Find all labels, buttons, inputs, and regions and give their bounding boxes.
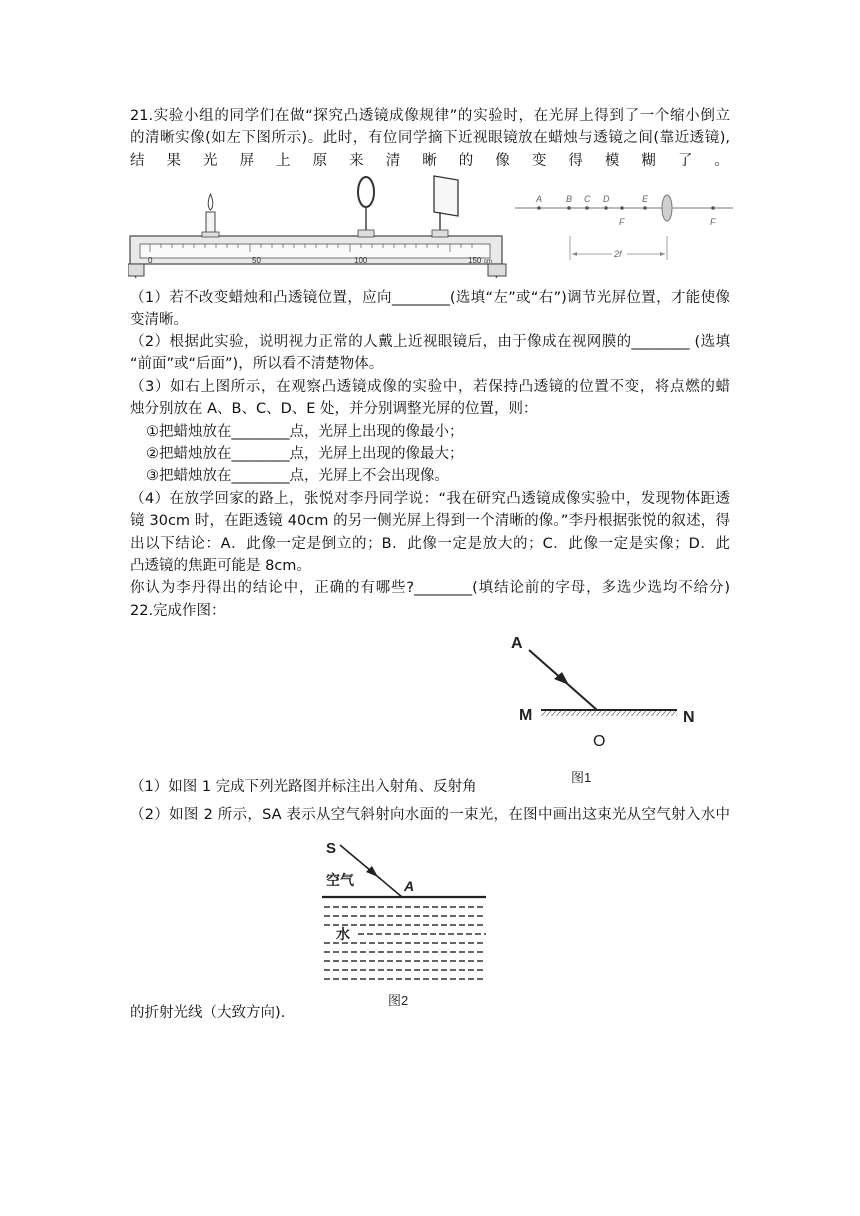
water-dashes: [324, 907, 486, 979]
fig1-label-n: N: [683, 709, 695, 726]
point-f-left: F: [619, 217, 625, 227]
q21-part1-line-1: （1）若不改变蜡烛和凸透镜位置，应向________(选填“左”或“右”)调节光屏位置，才能使像: [130, 290, 730, 306]
q22-part1: （1）如图 1 完成下列光路图并标注出入射角、反射角: [130, 779, 477, 795]
fig2-caption: 图2: [388, 993, 409, 1008]
q22-title: 22.完成作图：: [130, 603, 226, 619]
figure-2-refraction: [318, 835, 490, 1015]
tick-0: 0: [148, 256, 153, 265]
fig2-label-a: A: [404, 878, 415, 894]
q21-part2-line-1: （2）根据此实验，说明视力正常的人戴上近视眼镜后，由于像成在视网膜的________ (选填: [130, 334, 730, 350]
q21-part3-item-1: ①把蜡烛放在________点，光屏上出现的像最小；: [146, 424, 464, 440]
light-screen: [432, 176, 458, 237]
point-d: D: [603, 194, 610, 204]
fig1-label-m: M: [519, 707, 533, 724]
fig2-label-s: S: [326, 840, 337, 857]
q21-part4-line-3: 出以下结论：A．此像一定是倒立的；B．此像一定是放大的；C．此像一定是实像；D．此: [130, 536, 730, 552]
point-b: B: [566, 194, 573, 204]
fig1-label-a: A: [511, 635, 523, 652]
point-c: C: [584, 194, 591, 204]
fig1-caption: 图1: [571, 770, 592, 785]
q21-line-1: 21.实验小组的同学们在做“探究凸透镜成像规律”的实验时，在光屏上得到了一个缩小倒立: [130, 108, 730, 124]
q22-part2-line-2: 的折射光线（大致方向).: [130, 1005, 286, 1021]
q21-part3-line-2: 烛分别放在 A、B、C、D、E 处，并分别调整光屏的位置，则：: [130, 401, 538, 417]
q21-part4-line-2: 镜 30cm 时，在距透镜 40cm 的另一侧光屏上得到一个清晰的像。”李丹根据张悦的叙述，得: [130, 513, 730, 529]
candle: [202, 194, 219, 237]
principal-axis-figure: [515, 188, 733, 268]
q21-part4-line-5: 你认为李丹得出的结论中，正确的有哪些?________(填结论前的字母，多选少选均不给分): [130, 580, 730, 596]
optical-bench-figure: [128, 174, 508, 284]
q21-part2-line-2: “前面”或“后面”)，所以看不清楚物体。: [130, 356, 384, 372]
tick-unit: cm: [484, 259, 492, 265]
figure-1-reflection: [505, 628, 705, 790]
fig2-label-air: 空气: [326, 872, 354, 888]
q21-part1-line-2: 变清晰。: [130, 312, 188, 328]
q22-part2-line-1: （2）如图 2 所示，SA 表示从空气斜射向水面的一束光，在图中画出这束光从空气射入水中: [130, 807, 730, 823]
tick-50: 50: [252, 256, 261, 265]
point-a: A: [536, 194, 543, 204]
tick-150: 150: [468, 256, 482, 265]
q21-line-3: 结 果 光 屏 上 原 来 清 晰 的 像 变 得 模 糊 了 。: [130, 153, 730, 169]
label-2f: 2f: [614, 249, 622, 259]
convex-lens: [358, 177, 374, 237]
q21-line-2: 的清晰实像(如左下图所示)。此时，有位同学摘下近视眼镜放在蜡烛与透镜之间(靠近透镜),: [130, 130, 730, 146]
point-e: E: [642, 194, 649, 204]
q21-part4-line-1: （4）在放学回家的路上，张悦对李丹同学说：“我在研究凸透镜成像实验中，发现物体距透: [130, 491, 730, 507]
q21-part3-line-1: （3）如右上图所示，在观察凸透镜成像的实验中，若保持凸透镜的位置不变，将点燃的蜡: [130, 379, 730, 395]
q21-part3-item-2: ②把蜡烛放在________点，光屏上出现的像最大；: [146, 446, 464, 462]
point-f-right: F: [710, 217, 716, 227]
q21-part3-item-3: ③把蜡烛放在________点，光屏上不会出现像。: [146, 468, 449, 484]
q21-part4-line-4: 凸透镜的焦距可能是 8cm。: [130, 558, 311, 574]
tick-100: 100: [354, 256, 368, 265]
fig1-label-o: O: [593, 733, 606, 750]
fig2-label-water: 水: [336, 926, 350, 942]
